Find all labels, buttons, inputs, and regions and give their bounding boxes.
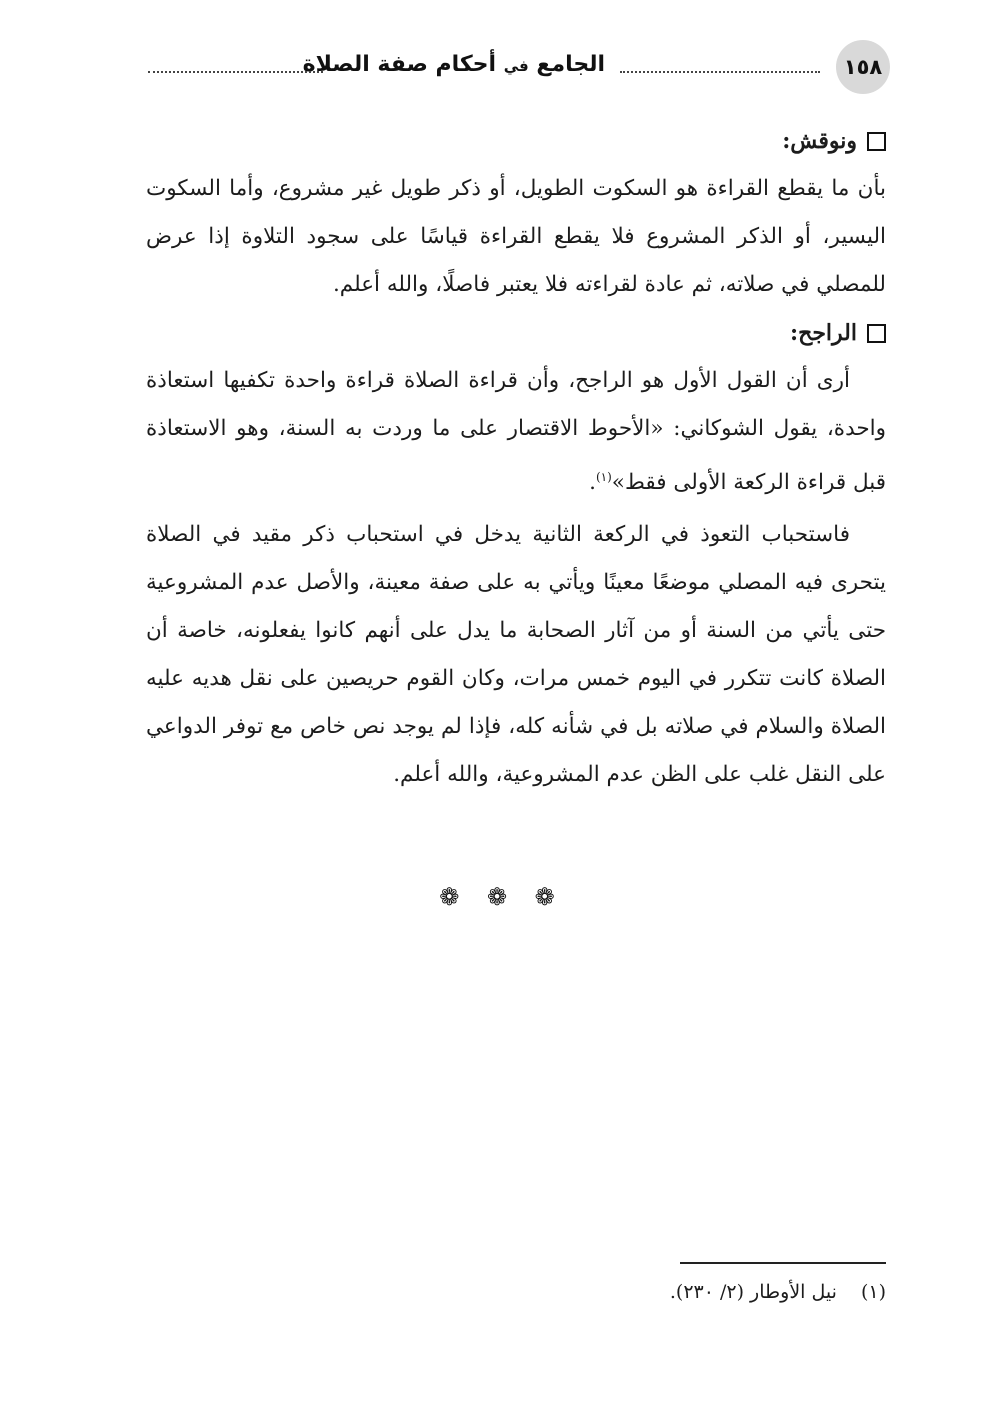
page-number: ١٥٨ xyxy=(836,40,890,94)
page-header xyxy=(148,40,890,98)
preferred-paragraph-1-end: . xyxy=(589,470,596,496)
header-dotted-rule-left xyxy=(148,71,323,73)
book-title-rest: أحكام صفة الصلاة xyxy=(302,52,497,77)
page-body xyxy=(146,117,886,799)
header-dotted-rule-right xyxy=(620,71,820,73)
footnote-text: نيل الأوطار (٢/ ٢٣٠). xyxy=(669,1281,837,1303)
footnote-separator xyxy=(680,1262,886,1264)
section-end-ornament: ❁ ❁ ❁ xyxy=(439,883,565,911)
square-bullet-icon xyxy=(867,132,886,151)
discussion-heading-text: ونوقش: xyxy=(782,128,857,154)
book-title-connector: في xyxy=(503,57,529,75)
preferred-heading-text: الراجح: xyxy=(790,320,857,346)
book-title xyxy=(303,52,605,77)
footnote-reference: (١) xyxy=(595,470,612,484)
preferred-paragraph-1-text: أرى أن القول الأول هو الراجح، وأن قراءة الصلاة قراءة واحدة تكفيها استعاذة واحدة، يقول الشوكاني: «الأحوط الاقتصار على ما وردت به السنة، وهو الاستعاذة قبل قراءة الركعة الأولى فقط» xyxy=(146,368,886,496)
discussion-paragraph: بأن ما يقطع القراءة هو السكوت الطويل، أو ذكر طويل غير مشروع، وأما السكوت اليسير، أو الذكر المشروع فلا يقطع القراءة قياسًا على سجود التلاوة إذا عرض للمصلي في صلاته، ثم عادة لقراءته فلا يعتبر فاصلًا، والله أعلم. xyxy=(146,176,886,297)
preferred-paragraph-2: فاستحباب التعوذ في الركعة الثانية يدخل في استحباب ذكر مقيد في الصلاة يتحرى فيه المصلي موضعًا معينًا ويأتي به على صفة معينة، والأصل عدم المشروعية حتى يأتي من السنة أو من آثار الصحابة ما يدل على أنهم كانوا يفعلونه، خاصة أن الصلاة كانت تتكرر في اليوم خمس مرات، وكان القوم حريصين على نقل هديه عليه الصلاة والسلام في صلاته بل في شأنه كله، فإذا لم يوجد نص خاص مع توفر الدواعي على النقل غلب على الظن عدم المشروعية، والله أعلم. xyxy=(146,522,886,788)
discussion-heading xyxy=(146,117,886,165)
square-bullet-icon xyxy=(867,324,886,343)
footnote xyxy=(146,1276,886,1308)
footnote-number: (١) xyxy=(860,1281,886,1303)
book-title-main: الجامع xyxy=(536,52,605,77)
preferred-paragraph-1 xyxy=(146,357,886,507)
preferred-heading xyxy=(146,309,886,357)
